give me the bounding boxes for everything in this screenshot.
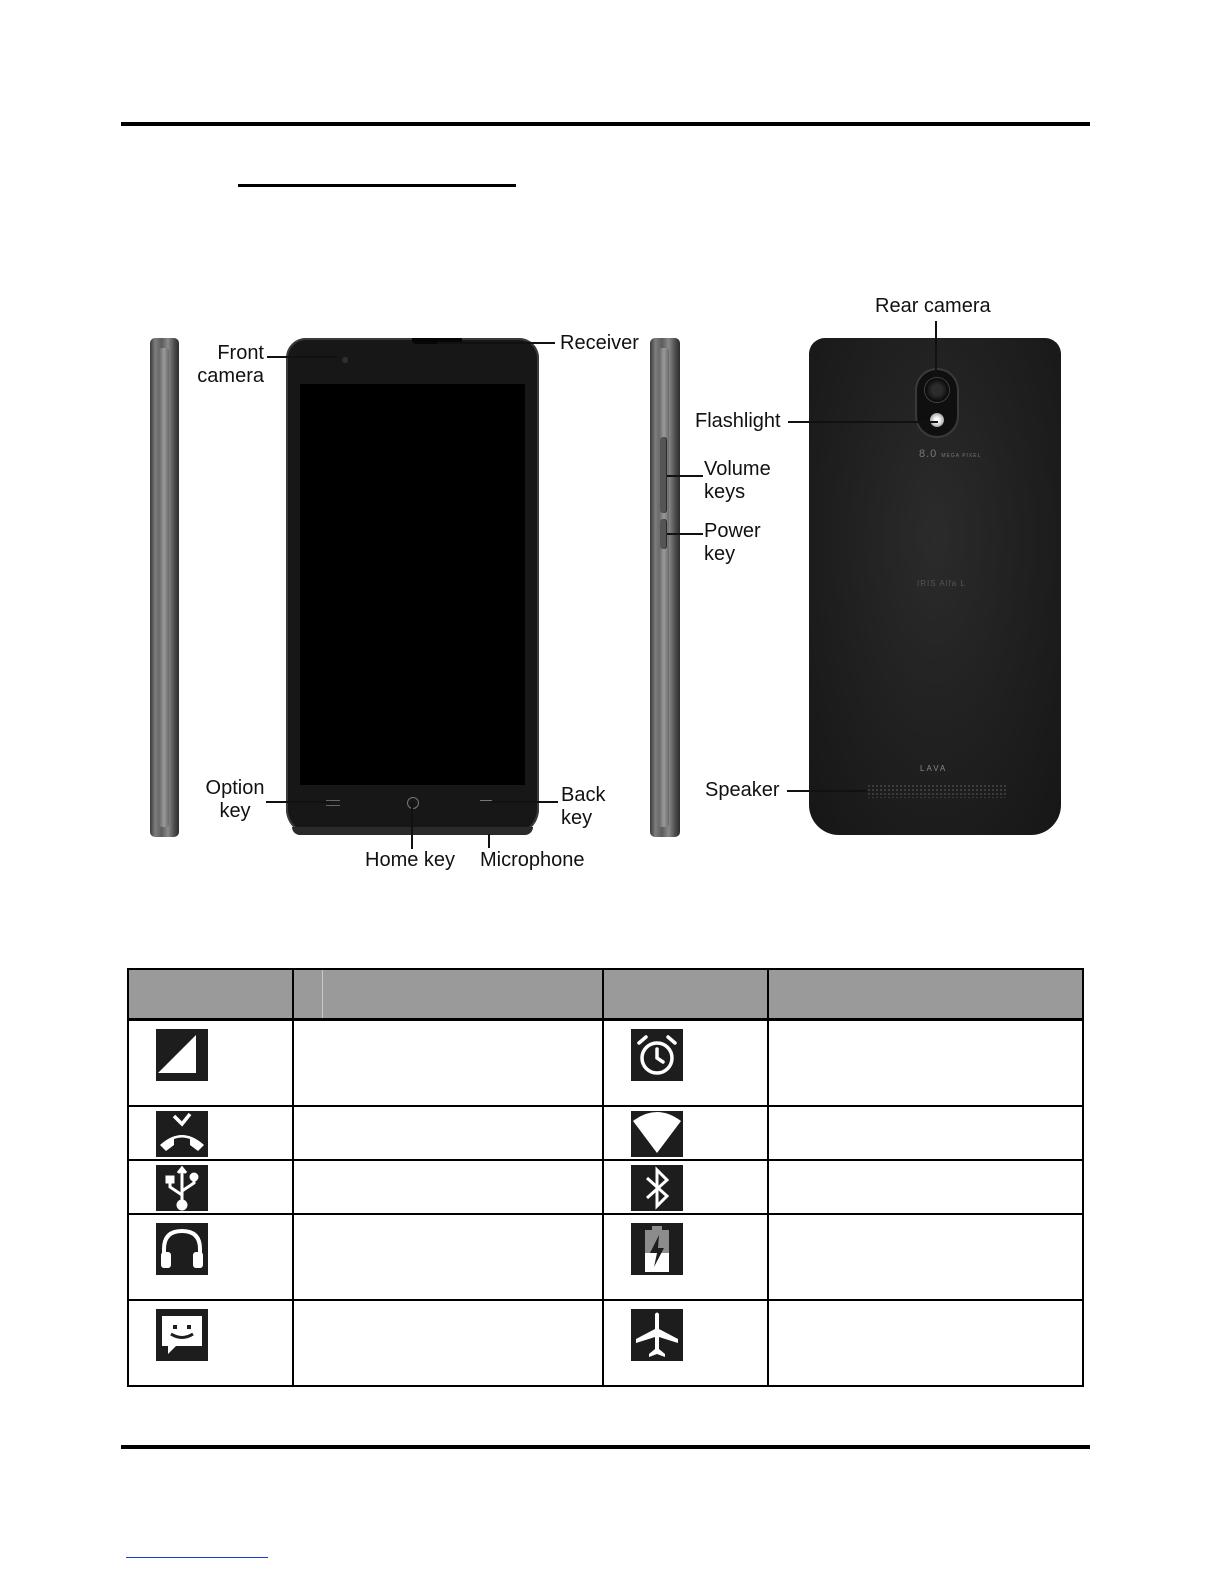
- speaker-label: Speaker: [705, 779, 780, 801]
- rear-camera-module: [917, 370, 957, 436]
- phone-side-view-left: [150, 338, 179, 837]
- table-cell: [603, 1106, 768, 1160]
- rear-camera-label: Rear camera: [875, 295, 991, 317]
- megapixel-marking: [919, 448, 981, 460]
- brand-logo: LAVA: [920, 764, 948, 773]
- table-cell: [293, 1214, 603, 1300]
- table-row: [128, 1214, 1083, 1300]
- home-key-icon: [407, 797, 419, 809]
- table-row: [128, 1020, 1083, 1106]
- rear-camera-lens: [925, 378, 949, 402]
- power-key-leader: [667, 533, 703, 535]
- volume-keys-label: Volume keys: [704, 458, 771, 503]
- alarm-clock-icon: [631, 1029, 683, 1081]
- table-cell: [768, 1214, 1083, 1300]
- power-key-hardware: [660, 519, 666, 549]
- table-cell: [293, 1020, 603, 1106]
- model-marking: IRIS Alfa L: [917, 579, 966, 588]
- table-cell: [603, 1160, 768, 1214]
- front-camera-label: Front camera: [197, 342, 264, 387]
- missed-call-icon: [156, 1111, 208, 1157]
- wifi-icon: [631, 1111, 683, 1157]
- table-cell: [128, 1106, 293, 1160]
- table-header-cell: [128, 969, 293, 1020]
- airplane-mode-icon: [631, 1309, 683, 1361]
- table-cell: [128, 1214, 293, 1300]
- flashlight-leader: [788, 421, 938, 423]
- table-cell: [293, 1300, 603, 1386]
- table-cell: [128, 1300, 293, 1386]
- table-header-row: [128, 969, 1083, 1020]
- volume-key-hardware: [660, 437, 666, 513]
- table-cell: [768, 1160, 1083, 1214]
- phone-front-view: [286, 338, 539, 835]
- bluetooth-icon: [631, 1165, 683, 1211]
- headphones-icon: [156, 1223, 208, 1275]
- table-row: [128, 1160, 1083, 1214]
- section-title-underline: [238, 184, 516, 187]
- speaker-leader: [787, 790, 867, 792]
- option-key-leader: [266, 801, 330, 803]
- table-cell: [768, 1106, 1083, 1160]
- microphone-label: Microphone: [480, 849, 585, 871]
- speaker-grille: [867, 784, 1007, 798]
- table-cell: [768, 1020, 1083, 1106]
- back-key-leader: [490, 801, 558, 803]
- flashlight-label: Flashlight: [695, 410, 781, 432]
- front-camera-leader: [267, 356, 337, 358]
- status-icon-table: [127, 968, 1084, 1387]
- receiver-leader: [437, 342, 555, 344]
- phone-screen: [300, 384, 525, 785]
- rear-camera-leader: [935, 321, 937, 375]
- megapixel-value: 8.0: [919, 448, 938, 460]
- usb-icon: [156, 1165, 208, 1211]
- volume-keys-leader: [667, 475, 703, 477]
- table-cell: [128, 1160, 293, 1214]
- table-header-cell: [768, 969, 1083, 1020]
- power-key-label: Power key: [704, 520, 761, 565]
- home-key-leader: [411, 803, 413, 849]
- megapixel-unit: MEGA PIXEL: [941, 453, 982, 459]
- table-cell: [768, 1300, 1083, 1386]
- header-rule: [121, 122, 1090, 126]
- new-message-icon: [156, 1309, 208, 1361]
- option-key-label: Option key: [205, 777, 265, 822]
- front-camera-lens: [342, 357, 348, 363]
- table-header-cell: [603, 969, 768, 1020]
- table-cell: [603, 1300, 768, 1386]
- footer-link-underline: [126, 1557, 268, 1558]
- footer-rule: [121, 1445, 1090, 1449]
- table-row: [128, 1106, 1083, 1160]
- receiver-label: Receiver: [560, 332, 639, 354]
- table-cell: [603, 1214, 768, 1300]
- table-cell: [293, 1106, 603, 1160]
- table-header-cell: [293, 969, 603, 1020]
- table-row: [128, 1300, 1083, 1386]
- signal-strength-icon: [156, 1029, 208, 1081]
- battery-charging-icon: [631, 1223, 683, 1275]
- table-cell: [128, 1020, 293, 1106]
- phone-side-view-right: [650, 338, 680, 837]
- back-key-label: Back key: [561, 784, 606, 829]
- flashlight-led: [930, 413, 944, 427]
- table-cell: [603, 1020, 768, 1106]
- phone-back-view: [809, 338, 1061, 835]
- table-cell: [293, 1160, 603, 1214]
- home-key-label: Home key: [365, 849, 456, 871]
- microphone-leader: [488, 834, 490, 848]
